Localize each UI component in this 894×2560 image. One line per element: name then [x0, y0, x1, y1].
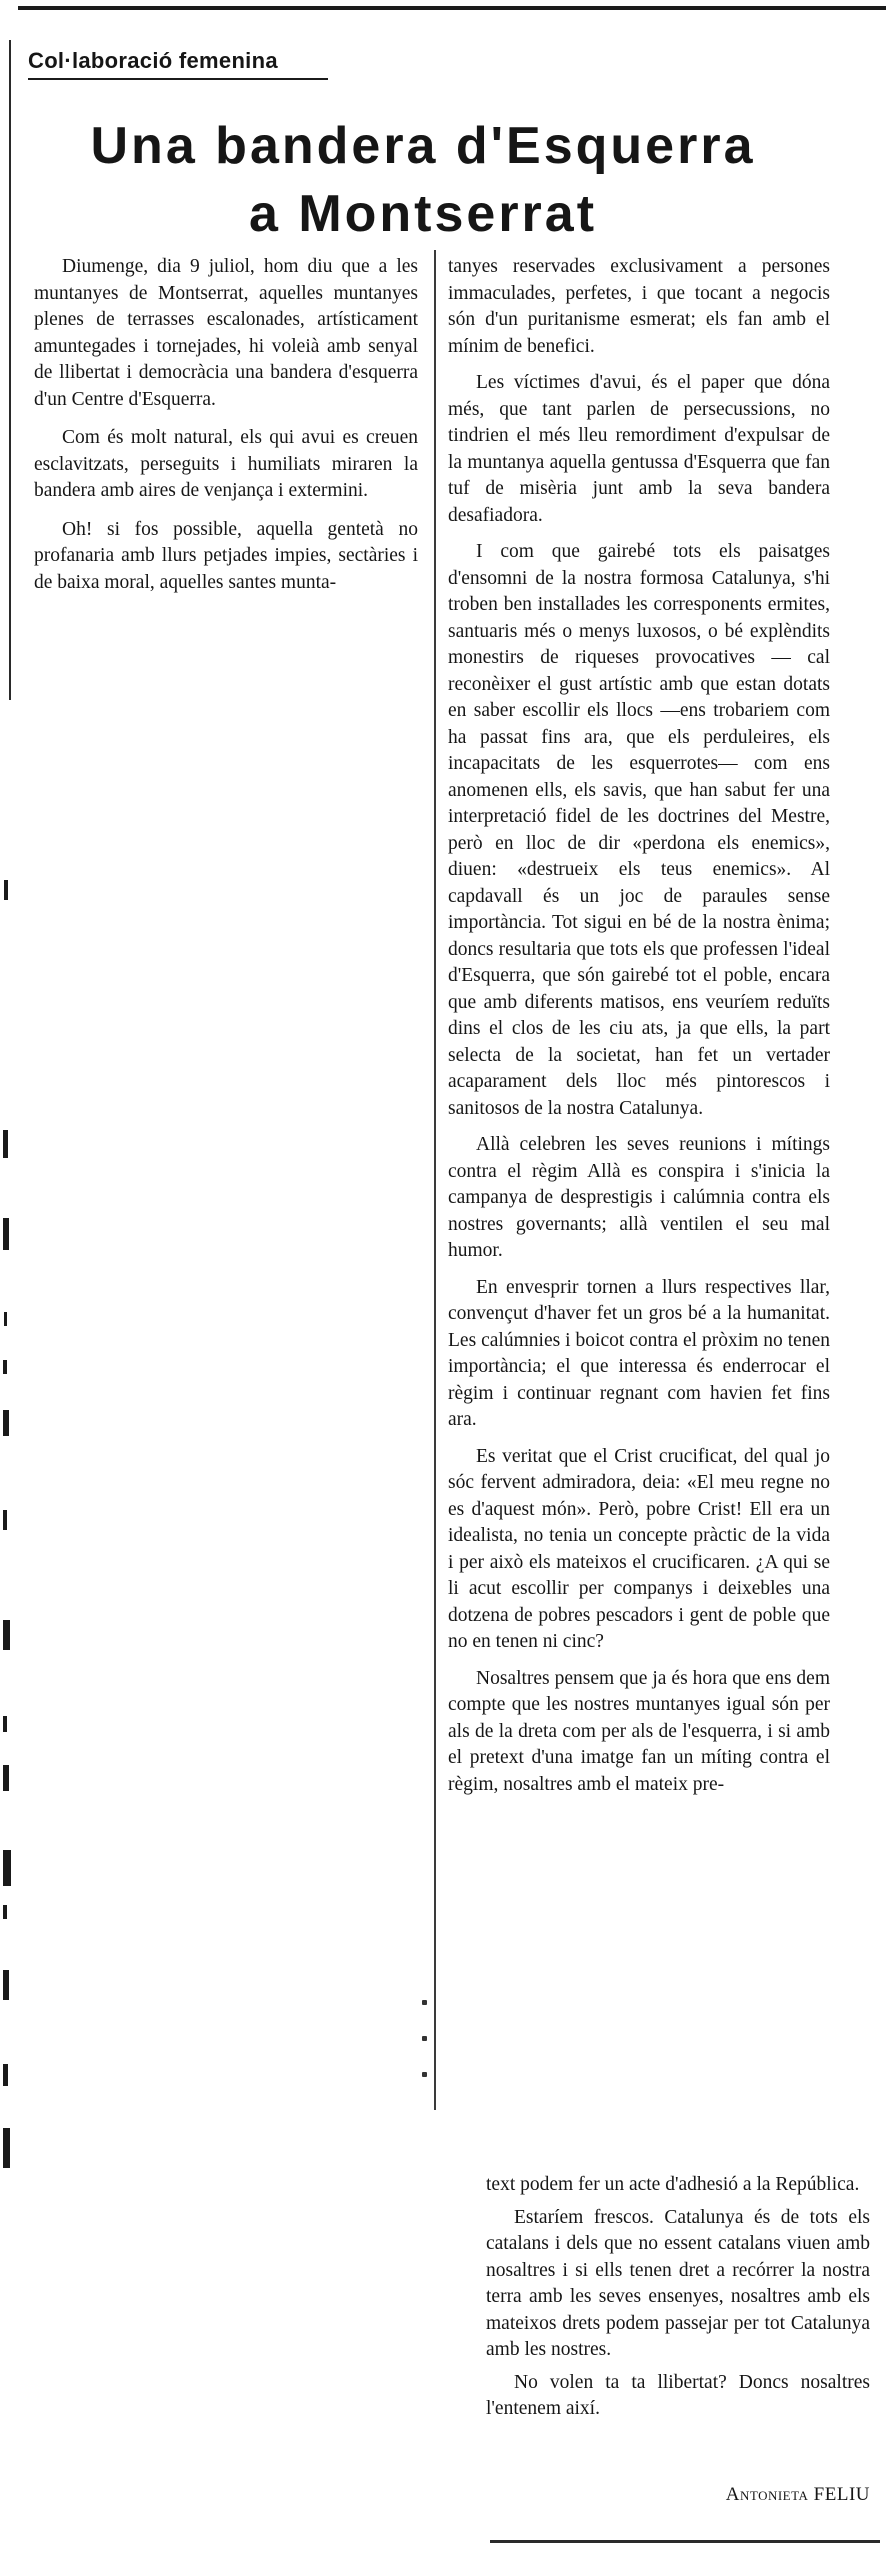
column-divider	[434, 250, 436, 2110]
scan-mark	[4, 1312, 7, 1326]
scan-mark	[3, 2128, 10, 2168]
paragraph: Oh! si fos possible, aquella gentetà no profanaria amb llurs petjades impies, sectàries i de baixa moral, aquelles santes munta-	[34, 518, 418, 593]
paragraph: Diumenge, dia 9 juliol, hom diu que a les muntanyes de Montserrat, aquelles muntanyes plenes de terrasses escalonades, artísticament amuntegades i tornejades, hi voleià amb senyal de llibertat i democràcia una bandera d'esquerra d'un Centre d'Esquerra.	[34, 256, 418, 410]
paragraph: Les víctimes d'avui, és el paper que dóna més, que tant parlen de persecussions, no tindrien el més lleu remordiment d'expulsar de la muntanya aquella gentussa d'Esquerra que fan tuf de misèria junt amb la seva bandera desafiadora.	[448, 372, 830, 526]
paragraph: Nosaltres pensem que ja és hora que ens dem compte que les nostres muntanyes igual són per als de la dreta com per als de l'esquerra, i si amb el pretext d'una imatge fan un míting contra el règim, nosaltres amb el mateix pre-	[448, 1667, 830, 1795]
section-underline	[28, 78, 328, 80]
scan-mark	[3, 2064, 8, 2086]
scan-mark	[3, 1218, 9, 1250]
scan-mark	[3, 1905, 7, 1919]
scan-mark	[3, 1130, 8, 1158]
left-border-rule	[9, 40, 11, 700]
scan-mark	[3, 1410, 9, 1436]
top-rule	[18, 6, 886, 10]
author-first-name: Antonieta	[725, 2484, 809, 2505]
paragraph-continuation: tanyes reservades exclusivament a persones immaculades, perfetes, i que tocant a negocis són d'un puritanisme esmerat; els fan amb el mínim de benefici.	[448, 256, 830, 357]
scan-mark	[3, 1620, 10, 1650]
paragraph: No volen ta ta llibertat? Doncs nosaltres l'entenem així.	[486, 2371, 870, 2419]
bottom-rule	[490, 2540, 880, 2543]
scan-mark	[3, 1716, 7, 1732]
right-column	[448, 254, 830, 1808]
margin-tick	[422, 2036, 427, 2041]
author-last-name: FELIU	[813, 2484, 870, 2505]
article-headline	[28, 112, 818, 248]
section-label: Col·laboració femenina	[28, 48, 278, 73]
left-column	[34, 254, 418, 608]
headline-line-2: a Montserrat	[248, 185, 598, 243]
scan-mark	[3, 1360, 7, 1374]
paragraph: En envesprir tornen a llurs respectives llar, convençut d'haver fet un gros bé a la humanitat. Les calúmnies i boicot contra el pròxim no tenen importància; el que interessa és enderrocar el règim i continuar regnant com havien fet fins ara.	[448, 1276, 830, 1430]
scan-mark	[3, 1510, 7, 1530]
scan-mark	[3, 1765, 9, 1791]
bottom-column	[486, 2172, 870, 2429]
scan-mark	[3, 1970, 9, 2000]
scan-mark	[3, 1850, 11, 1886]
paragraph: Com és molt natural, els qui avui es creuen esclavitzats, perseguits i humiliats miraren la bandera amb aires de venjança i extermini.	[34, 427, 418, 501]
author-signature	[640, 2484, 870, 2506]
paragraph: Allà celebren les seves reunions i mítings contra el règim Allà es conspira i s'inicia la campanya de desprestigis i calúmnia contra els nostres governants; allà ventilen el seu mal humor.	[448, 1134, 830, 1261]
margin-tick	[422, 2000, 427, 2005]
paragraph: Es veritat que el Crist crucificat, del qual jo sóc fervent admiradora, deia: «El meu regne no es d'aquest món». Però, pobre Crist! Ell era un idealista, no tenia un concepte pràctic de la vida i per això els mateixos el crucificaren. ¿A qui se li acut escollir per companys i deixebles una dotzena de pobres pescadors i gent de poble que no en tenen ni cinc?	[448, 1445, 830, 1652]
scan-mark	[4, 880, 8, 900]
headline-line-1: Una bandera d'Esquerra	[90, 117, 756, 175]
paragraph: Estaríem frescos. Catalunya és de tots els catalans i dels que no essent catalans viuen amb nosaltres i si ells tenen dret a recórrer la nostra terra amb les seves ensenyes, nosaltres amb els mateixos drets podem passejar per tot Catalunya amb les nostres.	[486, 2206, 870, 2360]
paragraph-continuation: text podem fer un acte d'adhesió a la República.	[486, 2174, 860, 2195]
paragraph: I com que gairebé tots els paisatges d'ensomni de la nostra formosa Catalunya, s'hi troben ben installades les corresponents ermites, santuaris més o menys luxosos, o bé explèndits monestirs de riqueses provocatives — cal reconèixer el gust artístic amb que estan dotats en saber escollir els llocs —ens trobariem com ha passat fins ara, que els perduleires, els incapacitats de les esquerrotes— com ens anomenen ells, els savis, que han sabut fer una interpretació fidel de les doctrines del Mestre, però en lloc de dir «perdona els enemics», diuen: «destrueix els teus enemics». Al capdavall és un joc de paraules sense importància. Tot sigui en bé de la nostra ènima; doncs resultaria que tots els que professen l'ideal d'Esquerra, que són gairebé tot el poble, encara que amb diferents matisos, ens veuríem reduïts dins el clos de les ciu ats, ja que ells, la part selecta de la societat, han fet un vertader acaparament dels lloc més pintorescos i sanitosos de la nostra Catalunya.	[448, 541, 830, 1119]
margin-tick	[422, 2072, 427, 2077]
